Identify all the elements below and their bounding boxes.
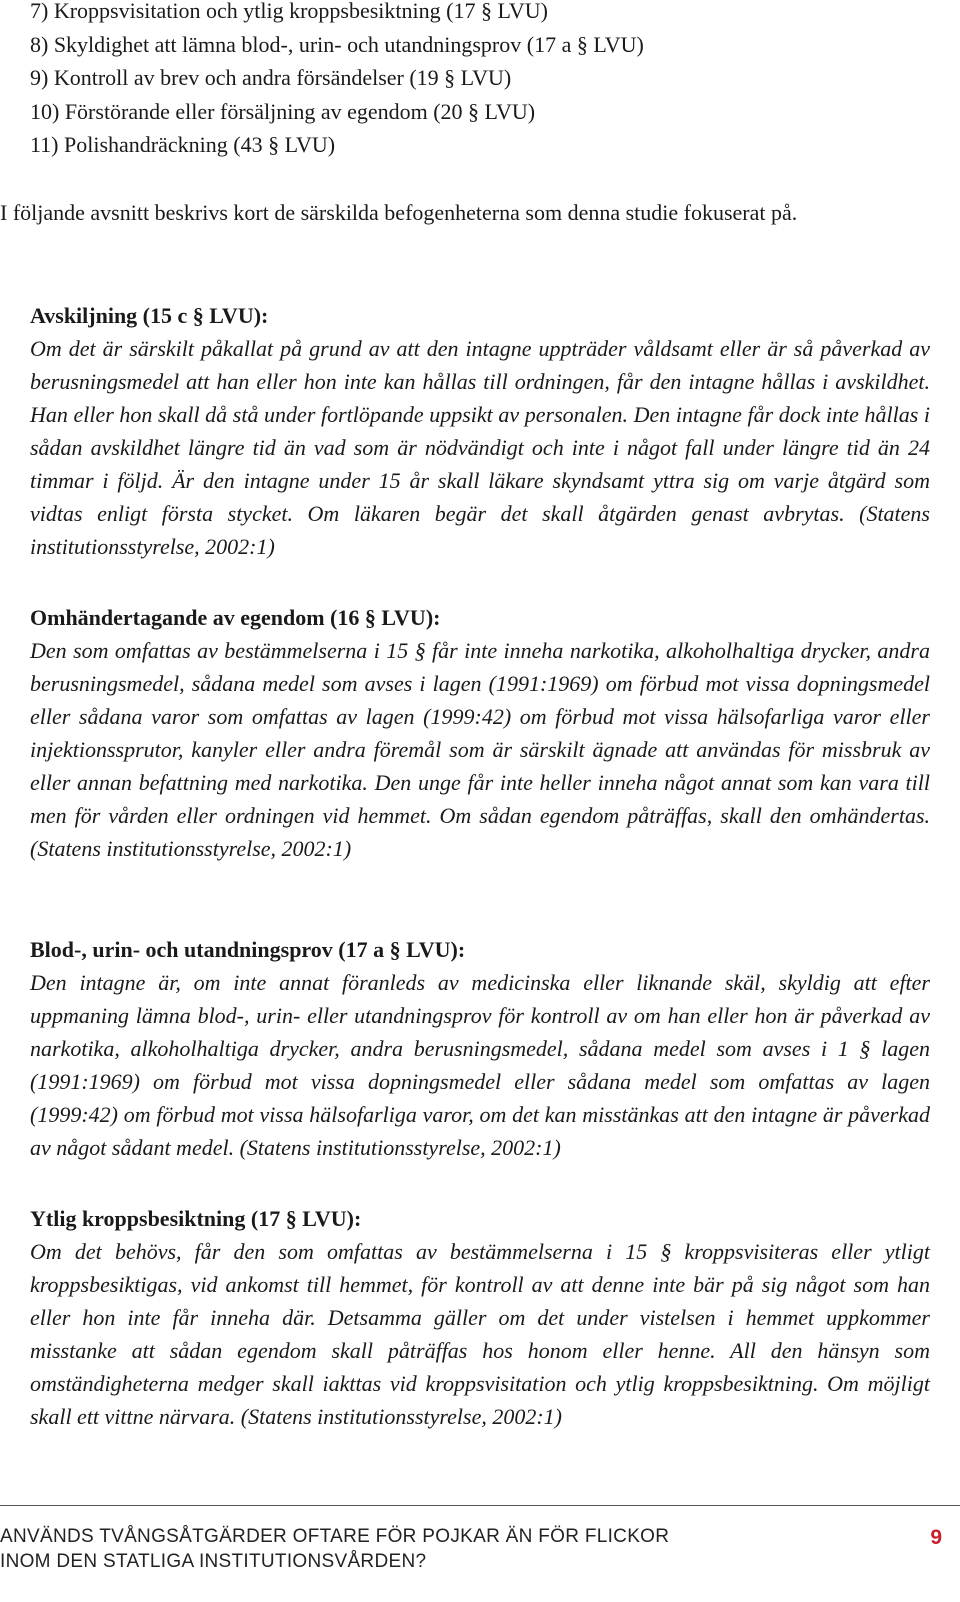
section-body: Om det är särskilt påkallat på grund av att den intagne uppträder våldsamt eller är så påverkad av berusningsmedel att han eller hon inte kan hållas till ordningen, får den intagne hållas i avskildhet. Han eller hon skall då stå under fortlöpande uppsikt av personalen. Den intagne får dock inte hållas i sådan avskildhet längre tid än vad som är nödvändigt och inte i något fall under längre tid än 24 timmar i följd. Är den intagne under 15 år skall läkare skyndsamt yttra sig om varje åtgärd som vidtas enligt första stycket. Om läkaren begär det skall åtgärden genast avbrytas. (Statens institutionsstyrelse, 2002:1) bbox=[30, 336, 930, 559]
running-footer bbox=[0, 1524, 669, 1574]
list-item: 8) Skyldighet att lämna blod-, urin- och utandningsprov (17 a § LVU) bbox=[30, 31, 644, 57]
list-item: 7) Kroppsvisitation och ytlig kroppsbesiktning (17 § LVU) bbox=[30, 0, 548, 23]
section-heading: Ytlig kroppsbesiktning (17 § LVU): bbox=[30, 1206, 362, 1231]
section-heading: Omhändertagande av egendom (16 § LVU): bbox=[30, 605, 441, 630]
intro-paragraph: I följande avsnitt beskrivs kort de särskilda befogenheterna som denna studie fokuserat på. bbox=[0, 200, 798, 225]
list-item: 10) Förstörande eller försäljning av egendom (20 § LVU) bbox=[30, 98, 536, 124]
footer-line: INOM DEN STATLIGA INSTITUTIONSVÅRDEN? bbox=[0, 1551, 427, 1572]
section-heading: Blod-, urin- och utandningsprov (17 a § LVU): bbox=[30, 937, 466, 962]
numbered-list bbox=[30, 0, 950, 162]
section-avskiljning bbox=[30, 299, 930, 563]
footer-divider bbox=[0, 1505, 960, 1506]
section-blodprov bbox=[30, 933, 930, 1164]
list-item: 11) Polishandräckning (43 § LVU) bbox=[30, 132, 336, 157]
section-body: Den som omfattas av bestämmelserna i 15 § får inte inneha narkotika, alkoholhaltiga drycker, andra berusningsmedel, sådana medel som avses i lagen (1991:1969) om förbud mot vissa dopningsmedel eller sådana varor som omfattas av lagen (1999:42) om förbud mot vissa hälsofarliga varor eller injektionssprutor, kanyler eller andra föremål som är särskilt ägnade att användas för missbruk av eller annan befattning med narkotika. Den unge får inte heller inneha något annat som kan vara till men för vården eller ordningen vid hemmet. Om sådan egendom påträffas, skall den omhändertas. (Statens institutionsstyrelse, 2002:1) bbox=[30, 638, 930, 861]
section-heading: Avskiljning (15 c § LVU): bbox=[30, 303, 269, 328]
section-body: Den intagne är, om inte annat föranleds av medicinska eller liknande skäl, skyldig att efter uppmaning lämna blod-, urin- eller utandningsprov för kontroll av om han eller hon är påverkad av narkotika, alkoholhaltiga drycker, andra berusningsmedel, sådana medel som avses i 1 § lagen (1991:1969) om förbud mot vissa dopningsmedel eller sådana medel som omfattas av lagen (1999:42) om förbud mot vissa hälsofarliga varor, om det kan misstänkas att den intagne är påverkad av något sådant medel. (Statens institutionsstyrelse, 2002:1) bbox=[30, 970, 930, 1160]
page-number: 9 bbox=[930, 1526, 942, 1549]
section-omhandertagande bbox=[30, 601, 930, 865]
footer-line: ANVÄNDS TVÅNGSÅTGÄRDER OFTARE FÖR POJKAR ÄN FÖR FLICKOR bbox=[0, 1526, 670, 1547]
section-kroppsbesiktning bbox=[30, 1202, 930, 1433]
list-item: 9) Kontroll av brev och andra försändelser (19 § LVU) bbox=[30, 65, 512, 90]
section-body: Om det behövs, får den som omfattas av bestämmelserna i 15 § kroppsvisiteras eller ytligt kroppsbesiktigas, vid ankomst till hemmet, för kontroll av att denne inte bär på sig något som han eller hon inte får inneha där. Detsamma gäller om det under vistelsen i hemmet uppkommer misstanke att sådan egendom skall påträffas hos honom eller henne. All den hänsyn som omständigheterna medger skall iakttas vid kroppsvisitation och ytlig kroppsbesiktning. Om möjligt skall ett vittne närvara. (Statens institutionsstyrelse, 2002:1) bbox=[30, 1239, 930, 1429]
